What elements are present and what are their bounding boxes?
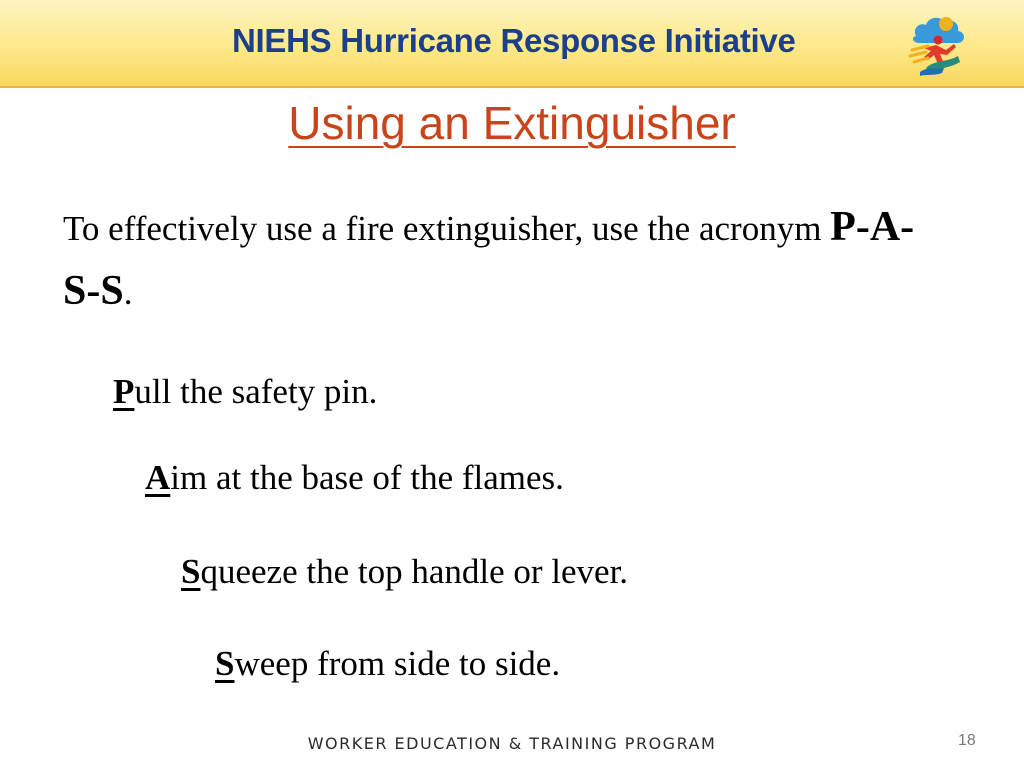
hurricane-figure-logo-icon (902, 10, 972, 78)
footer-program: WORKER EDUCATION & TRAINING PROGRAM (307, 734, 717, 753)
header-banner (0, 0, 1024, 88)
intro-end: . (123, 273, 133, 312)
header-title: NIEHS Hurricane Response Initiative (232, 22, 796, 59)
step-text: queeze the top handle or lever. (200, 552, 629, 591)
intro-text: To effectively use a fire extinguisher, use the acronym (63, 209, 831, 248)
step-text: weep from side to side. (234, 644, 561, 683)
acronym: P-A-S-S (63, 204, 915, 314)
step-text: ull the safety pin. (134, 372, 378, 411)
step-letter: S (181, 552, 201, 591)
step-letter: P (113, 372, 135, 411)
step-sweep (215, 644, 560, 684)
intro-paragraph (63, 196, 943, 324)
slide-title: Using an Extinguisher (288, 97, 736, 149)
step-text: im at the base of the flames. (170, 458, 564, 497)
step-squeeze (181, 552, 628, 592)
step-pull (113, 372, 377, 412)
page-number: 18 (958, 732, 976, 749)
step-letter: A (145, 458, 171, 497)
step-aim (145, 458, 564, 498)
step-letter: S (215, 644, 235, 683)
